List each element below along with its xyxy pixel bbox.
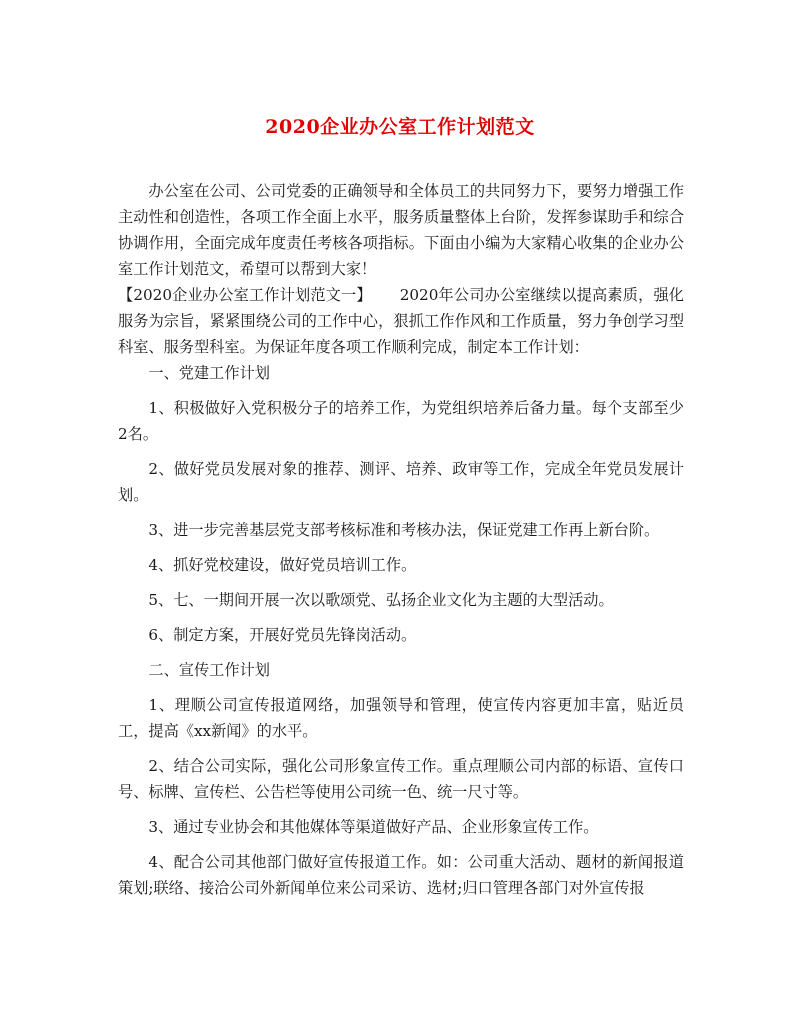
part-1-item: 6、制定方案，开展好党员先锋岗活动。 — [148, 626, 417, 644]
section-1-heading: 【2020企业办公室工作计划范文一】 — [118, 286, 372, 304]
part-1-item: 3、进一步完善基层党支部考核标准和考核办法，保证党建工作再上新台阶。 — [148, 521, 660, 539]
part-1-item: 2、做好党员发展对象的推荐、测评、培养、政审等工作，完成全年党员发展计划。 — [118, 460, 684, 504]
intro-paragraph: 办公室在公司、公司党委的正确领导和全体员工的共同努力下，要努力增强工作主动性和创造性，各项工作全面上水平，服务质量整体上台阶，发挥参谋助手和综合协调作用，全面完成年度责任考核各项指标。下面由小编为大家精心收集的企业办公室工作计划范文，希望可以帮到大家！ — [118, 182, 684, 278]
section-1-paragraph — [118, 282, 684, 360]
part-2-item: 3、通过专业协会和其他媒体等渠道做好产品、企业形象宣传工作。 — [148, 818, 599, 836]
document-body — [118, 178, 684, 901]
part-1-item: 1、积极做好入党积极分子的培养工作，为党组织培养后备力量。每个支部至少2名。 — [118, 399, 684, 443]
part-2-item: 2、结合公司实际，强化公司形象宣传工作。重点理顺公司内部的标语、宣传口号、标牌、宣传栏、公告栏等使用公司统一色、统一尺寸等。 — [118, 757, 684, 801]
document-title: 2020企业办公室工作计划范文 — [265, 116, 535, 138]
part-2-item: 4、配合公司其他部门做好宣传报道工作。如：公司重大活动、题材的新闻报道策划;联络、接洽公司外新闻单位来公司采访、选材;归口管理各部门对外宣传报 — [118, 853, 684, 897]
part-1-item: 4、抓好党校建设，做好党员培训工作。 — [148, 556, 417, 574]
section-1-lead: 2020年公司办公室继续以提高素质，强化服务为宗旨，紧紧围绕公司的工作中心，狠抓工作作风和工作质量，努力争创学习型科室、服务型科室。为保证年度各项工作顺利完成，制定本工作计划： — [118, 286, 684, 356]
part-2-title: 二、宣传工作计划 — [148, 661, 270, 679]
part-1-title: 一、党建工作计划 — [148, 364, 270, 382]
part-2-item: 1、理顺公司宣传报道网络，加强领导和管理，使宣传内容更加丰富，贴近员工，提高《xx新闻》的水平。 — [118, 696, 684, 740]
part-1-item: 5、七、一期间开展一次以歌颂党、弘扬企业文化为主题的大型活动。 — [148, 591, 614, 609]
